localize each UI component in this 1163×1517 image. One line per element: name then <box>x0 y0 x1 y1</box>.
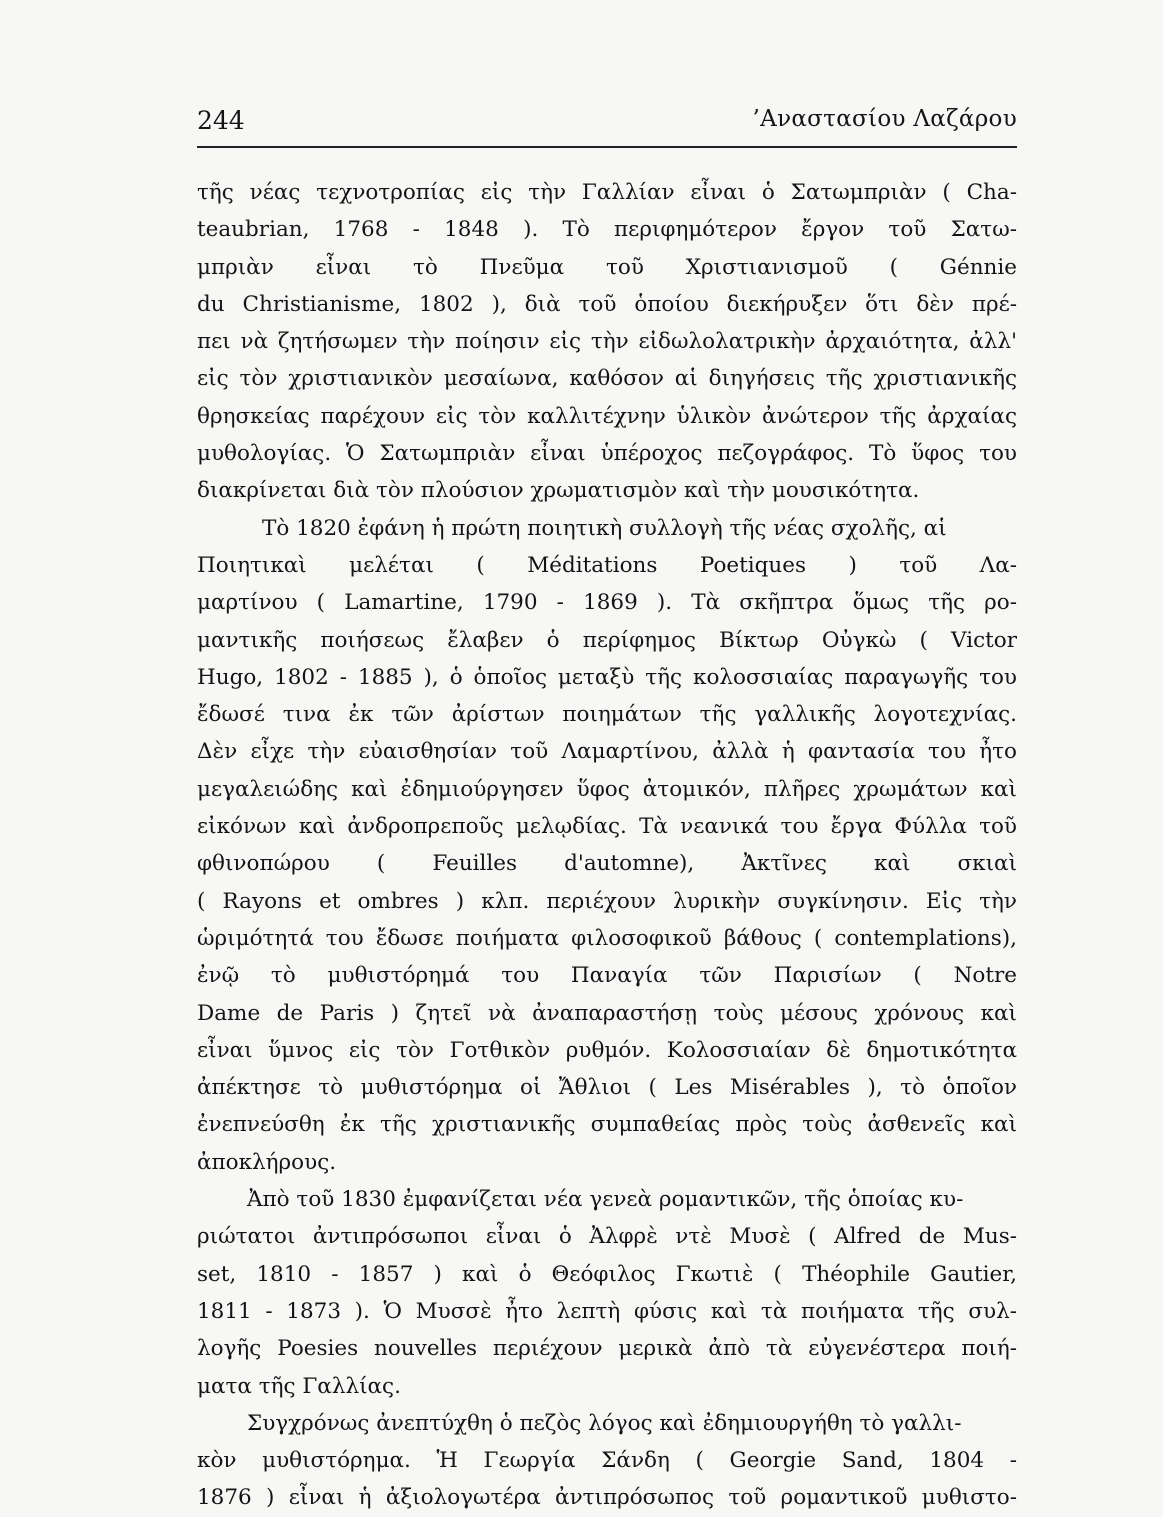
text-line: Ἀπὸ τοῦ 1830 ἐμφανίζεται νέα γενεὰ ρομαντικῶν, τῆς ὁποίας κυ- <box>247 1187 964 1213</box>
text-line: Hugo, 1802 - 1885 ), ὁ ὁποῖος μεταξὺ τῆς κολοσσιαίας παραγωγῆς του <box>197 664 1017 690</box>
text-line: ὡριμότητά του ἔδωσε ποιήματα φιλοσοφικοῦ βάθους ( contemplations), <box>197 925 1017 951</box>
text-line: πει νὰ ζητήσωμεν τὴν ποίησιν εἰς τὴν εἰδωλολατρικὴν ἀρχαιότητα, ἀλλ' <box>197 329 1017 355</box>
text-line: μαρτίνου ( Lamartine, 1790 - 1869 ). Τὰ σκῆπτρα ὅμως τῆς ρο- <box>197 590 1017 616</box>
text-line: set, 1810 - 1857 ) καὶ ὁ Θεόφιλος Γκωτιὲ ( Théophile Gautier, <box>197 1261 1017 1287</box>
text-line: Συγχρόνως ἀνεπτύχθη ὁ πεζὸς λόγος καὶ ἐδημιουργήθη τὸ γαλλι- <box>247 1410 962 1436</box>
text-line: τῆς νέας τεχνοτροπίας εἰς τὴν Γαλλίαν εἶναι ὁ Σατωμπριὰν ( Cha- <box>197 180 1017 205</box>
text-line: θρησκείας παρέχουν εἰς τὸν καλλιτέχνην ὑλικὸν ἀνώτερον τῆς ἀρχαίας <box>197 403 1017 429</box>
text-line: ριώτατοι ἀντιπρόσωποι εἶναι ὁ Ἀλφρὲ ντὲ Μυσὲ ( Alfred de Mus- <box>197 1224 1017 1250</box>
page-number: 244 <box>197 106 245 135</box>
text-line: ἐνῷ τὸ μυθιστόρημά του Παναγία τῶν Παρισίων ( Notre <box>197 963 1017 989</box>
text-line: 1811 - 1873 ). Ὁ Μυσσὲ ἦτο λεπτὴ φύσις καὶ τὰ ποιήματα τῆς συλ- <box>197 1298 1017 1324</box>
text-line: 1876 ) εἶναι ἡ ἀξιολογωτέρα ἀντιπρόσωπος τοῦ ρομαντικοῦ μυθιστο- <box>197 1485 1017 1511</box>
text-line: ἔδωσέ τινα ἐκ τῶν ἀρίστων ποιημάτων τῆς γαλλικῆς λογοτεχνίας. <box>197 702 1017 728</box>
text-line: ἐνεπνεύσθη ἐκ τῆς χριστιανικῆς συμπαθείας πρὸς τοὺς ἀσθενεῖς καὶ <box>197 1112 1017 1138</box>
text-line: teaubrian, 1768 - 1848 ). Τὸ περιφημότερον ἔργον τοῦ Σατω- <box>197 217 1017 243</box>
text-line: εἰκόνων καὶ ἀνδροπρεποῦς μελῳδίας. Τὰ νεανικά του ἔργα Φύλλα τοῦ <box>197 814 1017 840</box>
text-line: ( Rayons et ombres ) κλπ. περιέχουν λυρικὴν συγκίνησιν. Εἰς τὴν <box>197 888 1017 914</box>
text-line: Dame de Paris ) ζητεῖ νὰ ἀναπαραστήσῃ τοὺς μέσους χρόνους καὶ <box>197 1000 1017 1026</box>
text-line: ἀποκλήρους. <box>197 1149 337 1175</box>
header-rule <box>197 146 1017 148</box>
text-line: μυθολογίας. Ὁ Σατωμπριὰν εἶναι ὑπέροχος πεζογράφος. Τὸ ὕφος του <box>197 441 1017 467</box>
text-line: διακρίνεται διὰ τὸν πλούσιον χρωματισμὸν καὶ τὴν μουσικότητα. <box>197 478 920 504</box>
text-line: εἶναι ὕμνος εἰς τὸν Γοτθικὸν ρυθμόν. Κολοσσιαίαν δὲ δημοτικότητα <box>197 1037 1017 1063</box>
text-line: μεγαλειώδης καὶ ἐδημιούργησεν ὕφος ἀτομικόν, πλῆρες χρωμάτων καὶ <box>197 776 1017 802</box>
text-line: μαντικῆς ποιήσεως ἔλαβεν ὁ περίφημος Βίκτωρ Οὐγκὼ ( Victor <box>197 627 1017 653</box>
text-line: κὸν μυθιστόρημα. Ἡ Γεωργία Σάνδη ( Georgie Sand, 1804 - <box>197 1448 1017 1474</box>
text-line: Δὲν εἶχε τὴν εὐαισθησίαν τοῦ Λαμαρτίνου, ἀλλὰ ἡ φαντασία του ἦτο <box>197 739 1017 765</box>
text-line: μπριὰν εἶναι τὸ Πνεῦμα τοῦ Χριστιανισμοῦ ( Génnie <box>197 254 1017 280</box>
running-head: ’Αναστασίου Λαζάρου <box>752 106 1017 132</box>
text-line: du Christianisme, 1802 ), διὰ τοῦ ὁποίου διεκήρυξεν ὅτι δὲν πρέ- <box>197 291 1017 317</box>
body-text <box>197 174 1017 1517</box>
text-line: λογῆς Poesies nouvelles περιέχουν μερικὰ ἀπὸ τὰ εὐγενέστερα ποιή- <box>197 1336 1017 1362</box>
text-line: εἰς τὸν χριστιανικὸν μεσαίωνα, καθόσον αἱ διηγήσεις τῆς χριστιανικῆς <box>197 366 1017 392</box>
page-header <box>197 100 1017 140</box>
text-line: ματα τῆς Γαλλίας. <box>197 1373 401 1399</box>
text-line: φθινοπώρου ( Feuilles d'automne), Ἀκτῖνες καὶ σκιαὶ <box>197 851 1017 877</box>
text-line: Τὸ 1820 ἐφάνη ἡ πρώτη ποιητικὴ συλλογὴ τῆς νέας σχολῆς, αἱ <box>262 515 947 541</box>
text-line: Ποιητικαὶ μελέται ( Méditations Poetiques ) τοῦ Λα- <box>197 552 1017 578</box>
text-line: ἀπέκτησε τὸ μυθιστόρημα οἱ Ἄθλιοι ( Les Misérables ), τὸ ὁποῖον <box>197 1075 1017 1101</box>
